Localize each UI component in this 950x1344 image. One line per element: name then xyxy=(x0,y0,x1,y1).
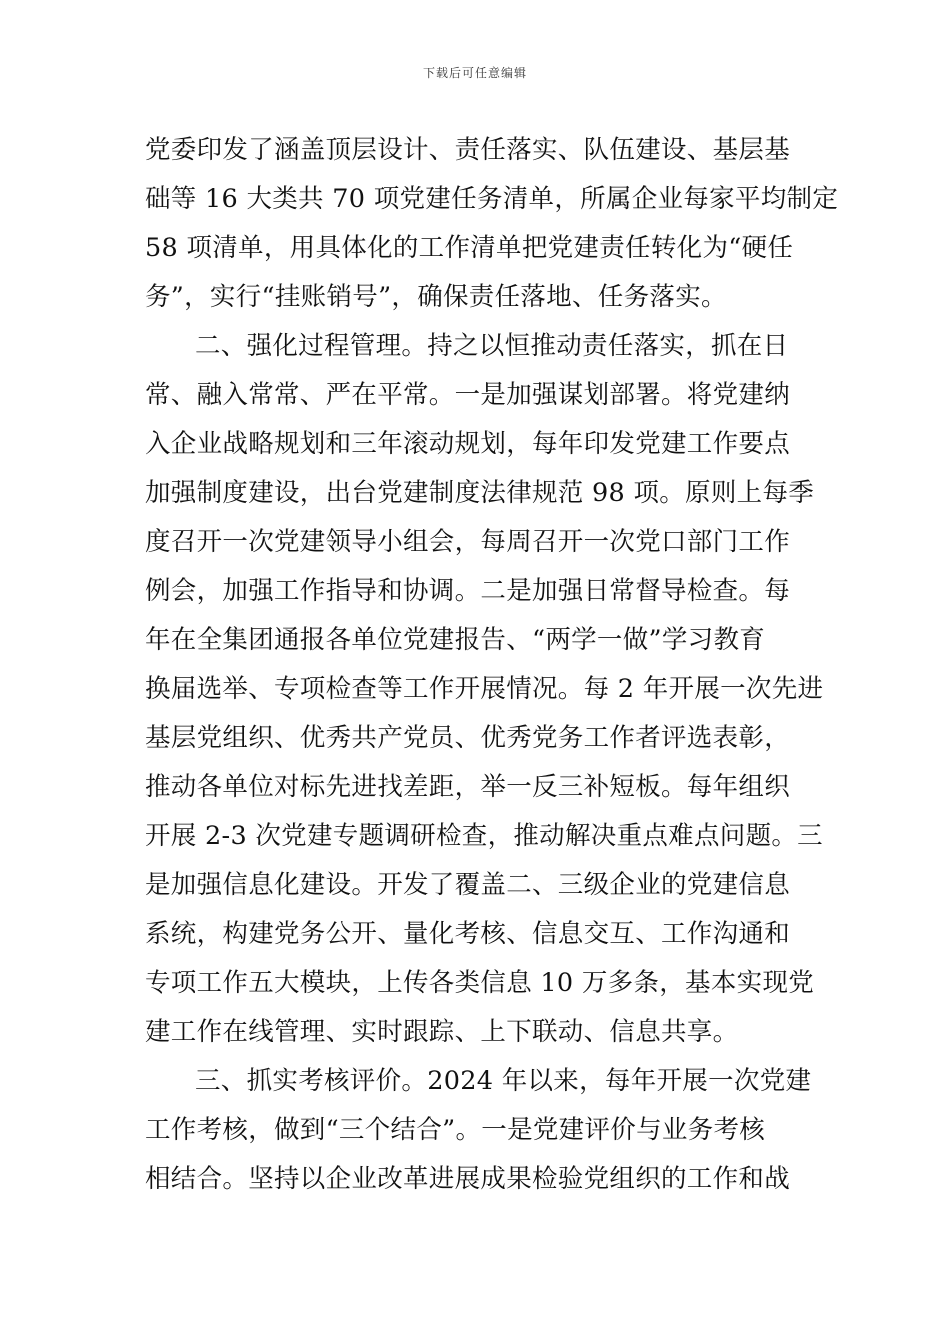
text-line: 加强制度建设，出台党建制度法律规范 98 项。原则上每季 xyxy=(145,478,815,508)
text-line: 相结合。坚持以企业改革进展成果检验党组织的工作和战 xyxy=(145,1164,791,1194)
text-line: 推动各单位对标先进找差距，举一反三补短板。每年组织 xyxy=(145,772,791,802)
text-line: 二、强化过程管理。持之以恒推动责任落实，抓在日 xyxy=(195,331,789,361)
text-line: 是加强信息化建设。开发了覆盖二、三级企业的党建信息 xyxy=(145,870,791,900)
text-line: 例会，加强工作指导和协调。二是加强日常督导检查。每 xyxy=(145,576,791,606)
text-line: 专项工作五大模块，上传各类信息 10 万多条，基本实现党 xyxy=(145,968,815,998)
text-line: 三、抓实考核评价。2024 年以来，每年开展一次党建 xyxy=(195,1066,812,1096)
text-line: 换届选举、专项检查等工作开展情况。每 2 年开展一次先进 xyxy=(145,674,824,704)
text-line: 常、融入常常、严在平常。一是加强谋划部署。将党建纳 xyxy=(145,380,791,410)
text-line: 基层党组织、优秀共产党员、优秀党务工作者评选表彰， xyxy=(145,723,791,753)
text-line: 党委印发了涵盖顶层设计、责任落实、队伍建设、基层基 xyxy=(145,135,791,165)
text-line: 入企业战略规划和三年滚动规划，每年印发党建工作要点 xyxy=(145,429,791,459)
page-header: 下载后可任意编辑 xyxy=(422,66,527,80)
text-line: 务”，实行“挂账销号”，确保责任落地、任务落实。 xyxy=(145,282,727,312)
text-line: 58 项清单，用具体化的工作清单把党建责任转化为“硬任 xyxy=(145,233,794,263)
text-line: 开展 2-3 次党建专题调研检查，推动解决重点难点问题。三 xyxy=(145,821,823,851)
text-line: 系统，构建党务公开、量化考核、信息交互、工作沟通和 xyxy=(145,919,791,949)
document-body xyxy=(145,126,839,1204)
text-line: 度召开一次党建领导小组会，每周召开一次党口部门工作 xyxy=(145,527,791,557)
text-line: 建工作在线管理、实时跟踪、上下联动、信息共享。 xyxy=(145,1017,739,1047)
text-line: 础等 16 大类共 70 项党建任务清单，所属企业每家平均制定 xyxy=(145,184,839,214)
text-line: 工作考核，做到“三个结合”。一是党建评价与业务考核 xyxy=(145,1115,766,1145)
text-line: 年在全集团通报各单位党建报告、“两学一做”学习教育 xyxy=(145,625,766,655)
